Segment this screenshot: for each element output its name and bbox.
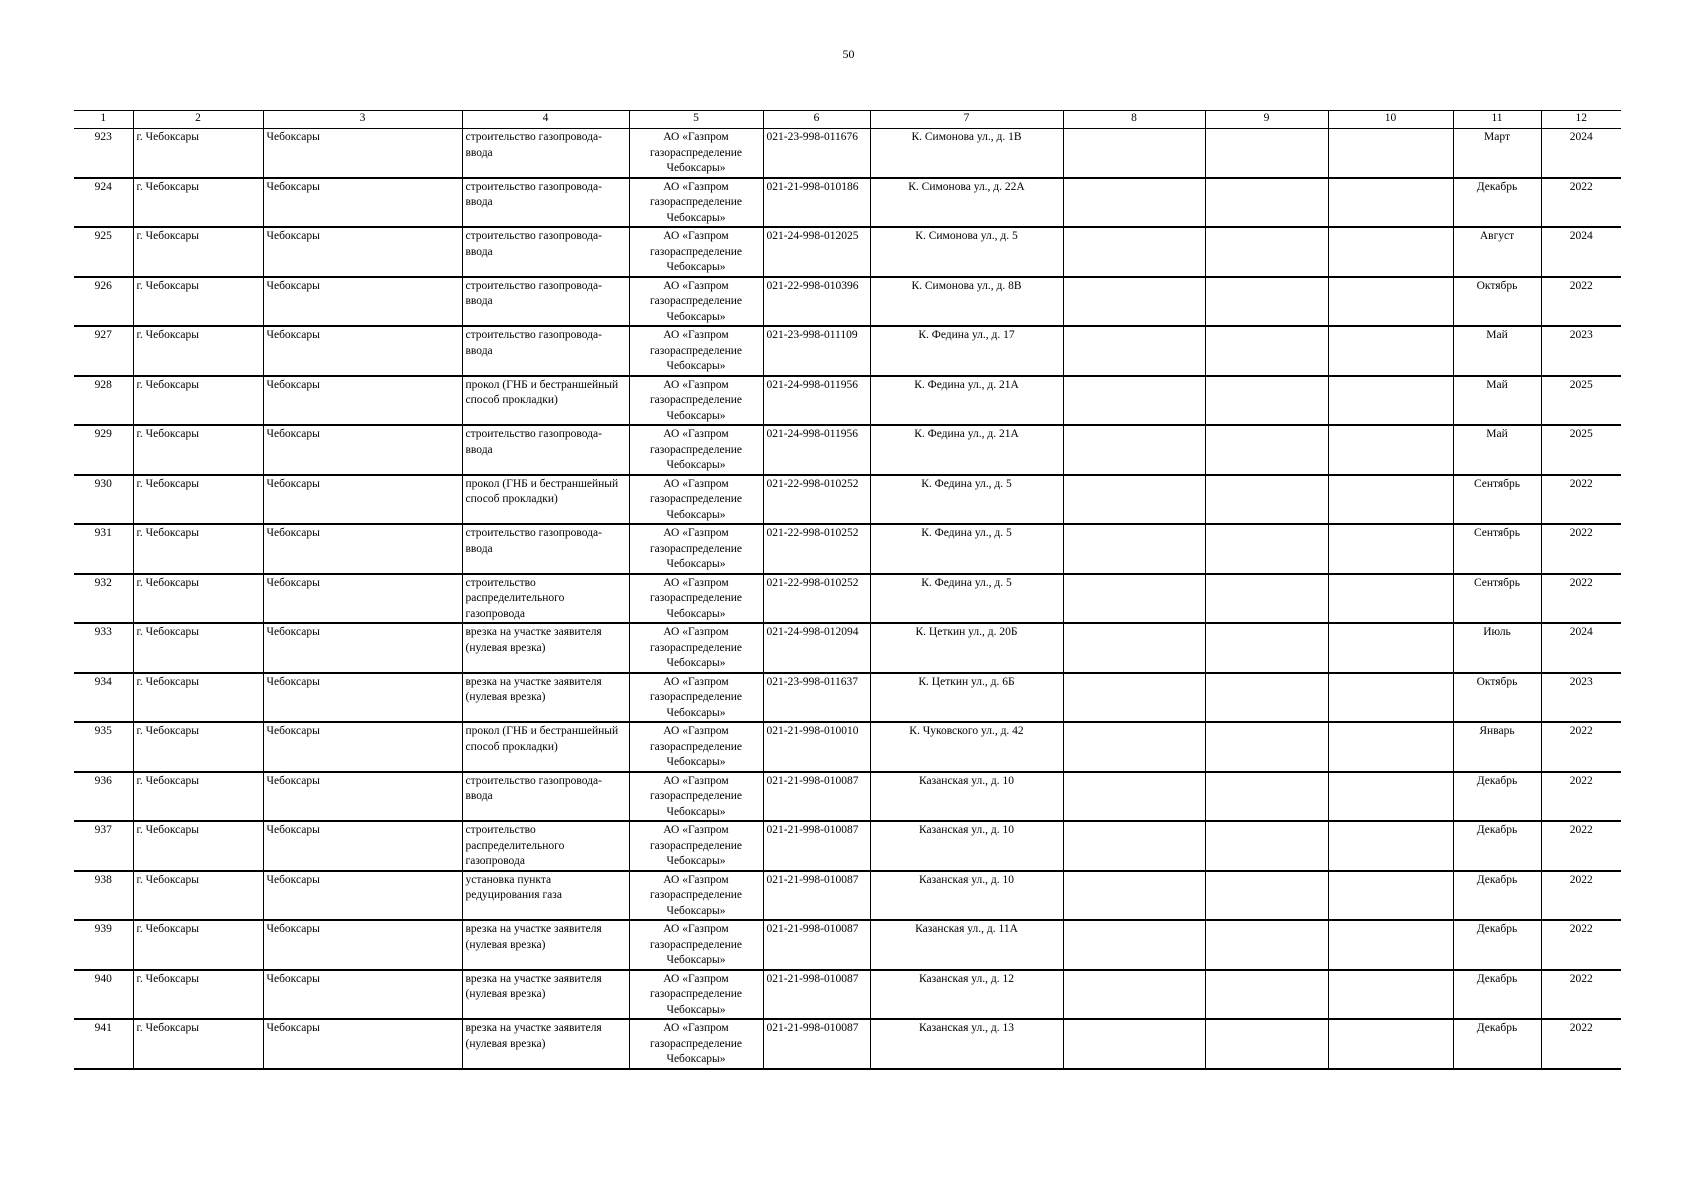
locality-cell: Чебоксары — [263, 574, 462, 624]
address-cell: К. Федина ул., д. 21А — [870, 425, 1063, 475]
locality-cell: Чебоксары — [263, 1019, 462, 1069]
column-8-cell — [1063, 673, 1205, 723]
column-9-cell — [1205, 1019, 1328, 1069]
address-cell: К. Симонова ул., д. 22А — [870, 178, 1063, 228]
region-cell: г. Чебоксары — [133, 772, 263, 822]
address-cell: Казанская ул., д. 13 — [870, 1019, 1063, 1069]
region-cell: г. Чебоксары — [133, 475, 263, 525]
region-cell: г. Чебоксары — [133, 574, 263, 624]
locality-cell: Чебоксары — [263, 425, 462, 475]
column-9-cell — [1205, 376, 1328, 426]
column-8-cell — [1063, 326, 1205, 376]
column-header: 1 — [74, 111, 133, 129]
table-row — [74, 871, 1621, 921]
column-9-cell — [1205, 178, 1328, 228]
month-cell: Сентябрь — [1453, 475, 1541, 525]
region-cell: г. Чебоксары — [133, 129, 263, 178]
address-cell: К. Симонова ул., д. 5 — [870, 227, 1063, 277]
work-type-cell: строительство газопровода-ввода — [462, 178, 629, 228]
row-number: 932 — [74, 574, 133, 624]
region-cell: г. Чебоксары — [133, 376, 263, 426]
request-code-cell: 021-21-998-010087 — [763, 821, 870, 871]
table-row — [74, 772, 1621, 822]
column-8-cell — [1063, 920, 1205, 970]
work-type-cell: прокол (ГНБ и бестраншейный способ прокладки) — [462, 376, 629, 426]
request-code-cell: 021-23-998-011109 — [763, 326, 870, 376]
table-row — [74, 722, 1621, 772]
column-8-cell — [1063, 524, 1205, 574]
month-cell: Май — [1453, 326, 1541, 376]
year-cell: 2022 — [1541, 772, 1621, 822]
address-cell: К. Цеткин ул., д. 6Б — [870, 673, 1063, 723]
column-8-cell — [1063, 129, 1205, 178]
row-number: 939 — [74, 920, 133, 970]
month-cell: Август — [1453, 227, 1541, 277]
work-type-cell: прокол (ГНБ и бестраншейный способ прокладки) — [462, 475, 629, 525]
column-header: 8 — [1063, 111, 1205, 129]
address-cell: Казанская ул., д. 10 — [870, 821, 1063, 871]
locality-cell: Чебоксары — [263, 129, 462, 178]
request-code-cell: 021-21-998-010087 — [763, 871, 870, 921]
address-cell: К. Федина ул., д. 17 — [870, 326, 1063, 376]
column-10-cell — [1328, 1019, 1453, 1069]
year-cell: 2022 — [1541, 475, 1621, 525]
month-cell: Май — [1453, 376, 1541, 426]
locality-cell: Чебоксары — [263, 326, 462, 376]
work-type-cell: строительство газопровода-ввода — [462, 129, 629, 178]
header-row — [74, 111, 1621, 129]
year-cell: 2023 — [1541, 326, 1621, 376]
locality-cell: Чебоксары — [263, 178, 462, 228]
table-row — [74, 1019, 1621, 1069]
row-number: 929 — [74, 425, 133, 475]
column-10-cell — [1328, 129, 1453, 178]
column-header: 4 — [462, 111, 629, 129]
row-number: 940 — [74, 970, 133, 1020]
organization-cell: АО «Газпром газораспределение Чебоксары» — [629, 277, 763, 327]
request-code-cell: 021-23-998-011676 — [763, 129, 870, 178]
table-row — [74, 129, 1621, 178]
column-10-cell — [1328, 623, 1453, 673]
column-9-cell — [1205, 821, 1328, 871]
year-cell: 2024 — [1541, 129, 1621, 178]
month-cell: Октябрь — [1453, 277, 1541, 327]
work-type-cell: строительство газопровода-ввода — [462, 227, 629, 277]
locality-cell: Чебоксары — [263, 871, 462, 921]
row-number: 934 — [74, 673, 133, 723]
column-8-cell — [1063, 772, 1205, 822]
year-cell: 2022 — [1541, 722, 1621, 772]
table-row — [74, 821, 1621, 871]
month-cell: Декабрь — [1453, 821, 1541, 871]
column-10-cell — [1328, 871, 1453, 921]
region-cell: г. Чебоксары — [133, 227, 263, 277]
work-type-cell: строительство газопровода-ввода — [462, 277, 629, 327]
organization-cell: АО «Газпром газораспределение Чебоксары» — [629, 326, 763, 376]
month-cell: Март — [1453, 129, 1541, 178]
request-code-cell: 021-21-998-010087 — [763, 1019, 870, 1069]
organization-cell: АО «Газпром газораспределение Чебоксары» — [629, 524, 763, 574]
column-8-cell — [1063, 574, 1205, 624]
work-type-cell: врезка на участке заявителя (нулевая врезка) — [462, 970, 629, 1020]
column-header: 5 — [629, 111, 763, 129]
column-10-cell — [1328, 574, 1453, 624]
address-cell: К. Симонова ул., д. 1В — [870, 129, 1063, 178]
work-type-cell: строительство распределительного газопровода — [462, 821, 629, 871]
address-cell: К. Федина ул., д. 21А — [870, 376, 1063, 426]
column-10-cell — [1328, 376, 1453, 426]
column-8-cell — [1063, 871, 1205, 921]
locality-cell: Чебоксары — [263, 970, 462, 1020]
month-cell: Декабрь — [1453, 920, 1541, 970]
request-code-cell: 021-24-998-011956 — [763, 376, 870, 426]
request-code-cell: 021-22-998-010396 — [763, 277, 870, 327]
column-8-cell — [1063, 475, 1205, 525]
region-cell: г. Чебоксары — [133, 871, 263, 921]
organization-cell: АО «Газпром газораспределение Чебоксары» — [629, 821, 763, 871]
region-cell: г. Чебоксары — [133, 673, 263, 723]
locality-cell: Чебоксары — [263, 376, 462, 426]
column-header: 6 — [763, 111, 870, 129]
column-8-cell — [1063, 722, 1205, 772]
year-cell: 2022 — [1541, 574, 1621, 624]
column-10-cell — [1328, 326, 1453, 376]
row-number: 941 — [74, 1019, 133, 1069]
table-row — [74, 277, 1621, 327]
table-row — [74, 326, 1621, 376]
table-row — [74, 524, 1621, 574]
locality-cell: Чебоксары — [263, 475, 462, 525]
column-9-cell — [1205, 623, 1328, 673]
region-cell: г. Чебоксары — [133, 178, 263, 228]
locality-cell: Чебоксары — [263, 673, 462, 723]
row-number: 923 — [74, 129, 133, 178]
column-9-cell — [1205, 227, 1328, 277]
request-code-cell: 021-22-998-010252 — [763, 524, 870, 574]
request-code-cell: 021-24-998-012094 — [763, 623, 870, 673]
organization-cell: АО «Газпром газораспределение Чебоксары» — [629, 722, 763, 772]
table-row — [74, 673, 1621, 723]
address-cell: К. Чуковского ул., д. 42 — [870, 722, 1063, 772]
month-cell: Декабрь — [1453, 970, 1541, 1020]
organization-cell: АО «Газпром газораспределение Чебоксары» — [629, 475, 763, 525]
column-8-cell — [1063, 277, 1205, 327]
table-row — [74, 376, 1621, 426]
month-cell: Май — [1453, 425, 1541, 475]
year-cell: 2025 — [1541, 376, 1621, 426]
work-type-cell: врезка на участке заявителя (нулевая врезка) — [462, 1019, 629, 1069]
column-9-cell — [1205, 673, 1328, 723]
work-type-cell: строительство газопровода-ввода — [462, 425, 629, 475]
year-cell: 2025 — [1541, 425, 1621, 475]
column-8-cell — [1063, 821, 1205, 871]
column-header: 12 — [1541, 111, 1621, 129]
organization-cell: АО «Газпром газораспределение Чебоксары» — [629, 376, 763, 426]
year-cell: 2022 — [1541, 277, 1621, 327]
work-type-cell: установка пункта редуцирования газа — [462, 871, 629, 921]
month-cell: Декабрь — [1453, 871, 1541, 921]
address-cell: К. Цеткин ул., д. 20Б — [870, 623, 1063, 673]
column-10-cell — [1328, 673, 1453, 723]
work-type-cell: строительство распределительного газопровода — [462, 574, 629, 624]
column-9-cell — [1205, 475, 1328, 525]
organization-cell: АО «Газпром газораспределение Чебоксары» — [629, 871, 763, 921]
organization-cell: АО «Газпром газораспределение Чебоксары» — [629, 772, 763, 822]
column-10-cell — [1328, 425, 1453, 475]
column-10-cell — [1328, 475, 1453, 525]
column-10-cell — [1328, 821, 1453, 871]
address-cell: Казанская ул., д. 10 — [870, 871, 1063, 921]
column-10-cell — [1328, 277, 1453, 327]
row-number: 931 — [74, 524, 133, 574]
region-cell: г. Чебоксары — [133, 524, 263, 574]
data-table — [74, 110, 1621, 1070]
column-9-cell — [1205, 970, 1328, 1020]
column-10-cell — [1328, 524, 1453, 574]
column-header: 9 — [1205, 111, 1328, 129]
locality-cell: Чебоксары — [263, 277, 462, 327]
column-8-cell — [1063, 623, 1205, 673]
organization-cell: АО «Газпром газораспределение Чебоксары» — [629, 129, 763, 178]
request-code-cell: 021-21-998-010186 — [763, 178, 870, 228]
column-9-cell — [1205, 129, 1328, 178]
locality-cell: Чебоксары — [263, 920, 462, 970]
row-number: 933 — [74, 623, 133, 673]
organization-cell: АО «Газпром газораспределение Чебоксары» — [629, 673, 763, 723]
page-number: 50 — [842, 47, 855, 61]
locality-cell: Чебоксары — [263, 623, 462, 673]
column-header: 10 — [1328, 111, 1453, 129]
row-number: 930 — [74, 475, 133, 525]
year-cell: 2022 — [1541, 1019, 1621, 1069]
year-cell: 2024 — [1541, 623, 1621, 673]
request-code-cell: 021-22-998-010252 — [763, 475, 870, 525]
address-cell: К. Симонова ул., д. 8В — [870, 277, 1063, 327]
year-cell: 2022 — [1541, 821, 1621, 871]
year-cell: 2022 — [1541, 871, 1621, 921]
table-row — [74, 425, 1621, 475]
year-cell: 2024 — [1541, 227, 1621, 277]
locality-cell: Чебоксары — [263, 821, 462, 871]
column-10-cell — [1328, 772, 1453, 822]
table-row — [74, 178, 1621, 228]
address-cell: Казанская ул., д. 10 — [870, 772, 1063, 822]
locality-cell: Чебоксары — [263, 227, 462, 277]
region-cell: г. Чебоксары — [133, 425, 263, 475]
year-cell: 2023 — [1541, 673, 1621, 723]
month-cell: Сентябрь — [1453, 524, 1541, 574]
region-cell: г. Чебоксары — [133, 623, 263, 673]
address-cell: К. Федина ул., д. 5 — [870, 574, 1063, 624]
column-8-cell — [1063, 178, 1205, 228]
table-row — [74, 574, 1621, 624]
column-8-cell — [1063, 970, 1205, 1020]
organization-cell: АО «Газпром газораспределение Чебоксары» — [629, 425, 763, 475]
table-row — [74, 920, 1621, 970]
organization-cell: АО «Газпром газораспределение Чебоксары» — [629, 178, 763, 228]
month-cell: Декабрь — [1453, 772, 1541, 822]
request-code-cell: 021-21-998-010010 — [763, 722, 870, 772]
row-number: 925 — [74, 227, 133, 277]
organization-cell: АО «Газпром газораспределение Чебоксары» — [629, 623, 763, 673]
locality-cell: Чебоксары — [263, 524, 462, 574]
table-row — [74, 623, 1621, 673]
year-cell: 2022 — [1541, 524, 1621, 574]
year-cell: 2022 — [1541, 970, 1621, 1020]
year-cell: 2022 — [1541, 178, 1621, 228]
organization-cell: АО «Газпром газораспределение Чебоксары» — [629, 574, 763, 624]
organization-cell: АО «Газпром газораспределение Чебоксары» — [629, 920, 763, 970]
column-header: 2 — [133, 111, 263, 129]
table-row — [74, 970, 1621, 1020]
column-8-cell — [1063, 425, 1205, 475]
month-cell: Сентябрь — [1453, 574, 1541, 624]
column-10-cell — [1328, 227, 1453, 277]
address-cell: Казанская ул., д. 12 — [870, 970, 1063, 1020]
address-cell: Казанская ул., д. 11А — [870, 920, 1063, 970]
column-9-cell — [1205, 326, 1328, 376]
work-type-cell: прокол (ГНБ и бестраншейный способ прокладки) — [462, 722, 629, 772]
column-9-cell — [1205, 871, 1328, 921]
table-row — [74, 475, 1621, 525]
request-code-cell: 021-21-998-010087 — [763, 920, 870, 970]
region-cell: г. Чебоксары — [133, 722, 263, 772]
row-number: 938 — [74, 871, 133, 921]
address-cell: К. Федина ул., д. 5 — [870, 475, 1063, 525]
request-code-cell: 021-21-998-010087 — [763, 970, 870, 1020]
locality-cell: Чебоксары — [263, 722, 462, 772]
column-10-cell — [1328, 722, 1453, 772]
region-cell: г. Чебоксары — [133, 821, 263, 871]
address-cell: К. Федина ул., д. 5 — [870, 524, 1063, 574]
organization-cell: АО «Газпром газораспределение Чебоксары» — [629, 227, 763, 277]
column-header: 7 — [870, 111, 1063, 129]
work-type-cell: врезка на участке заявителя (нулевая врезка) — [462, 673, 629, 723]
region-cell: г. Чебоксары — [133, 1019, 263, 1069]
column-9-cell — [1205, 920, 1328, 970]
column-10-cell — [1328, 178, 1453, 228]
column-10-cell — [1328, 970, 1453, 1020]
request-code-cell: 021-23-998-011637 — [763, 673, 870, 723]
work-type-cell: строительство газопровода-ввода — [462, 326, 629, 376]
request-code-cell: 021-21-998-010087 — [763, 772, 870, 822]
column-9-cell — [1205, 277, 1328, 327]
work-type-cell: строительство газопровода-ввода — [462, 524, 629, 574]
column-9-cell — [1205, 524, 1328, 574]
year-cell: 2022 — [1541, 920, 1621, 970]
work-type-cell: врезка на участке заявителя (нулевая врезка) — [462, 623, 629, 673]
month-cell: Июль — [1453, 623, 1541, 673]
column-header: 11 — [1453, 111, 1541, 129]
column-8-cell — [1063, 376, 1205, 426]
row-number: 927 — [74, 326, 133, 376]
row-number: 935 — [74, 722, 133, 772]
column-header: 3 — [263, 111, 462, 129]
organization-cell: АО «Газпром газораспределение Чебоксары» — [629, 970, 763, 1020]
month-cell: Январь — [1453, 722, 1541, 772]
request-code-cell: 021-24-998-012025 — [763, 227, 870, 277]
column-9-cell — [1205, 722, 1328, 772]
row-number: 924 — [74, 178, 133, 228]
month-cell: Декабрь — [1453, 1019, 1541, 1069]
column-9-cell — [1205, 574, 1328, 624]
column-9-cell — [1205, 425, 1328, 475]
row-number: 928 — [74, 376, 133, 426]
work-type-cell: врезка на участке заявителя (нулевая врезка) — [462, 920, 629, 970]
column-10-cell — [1328, 920, 1453, 970]
column-8-cell — [1063, 227, 1205, 277]
column-8-cell — [1063, 1019, 1205, 1069]
region-cell: г. Чебоксары — [133, 920, 263, 970]
month-cell: Октябрь — [1453, 673, 1541, 723]
row-number: 926 — [74, 277, 133, 327]
row-number: 937 — [74, 821, 133, 871]
table-row — [74, 227, 1621, 277]
request-code-cell: 021-22-998-010252 — [763, 574, 870, 624]
row-number: 936 — [74, 772, 133, 822]
region-cell: г. Чебоксары — [133, 277, 263, 327]
request-code-cell: 021-24-998-011956 — [763, 425, 870, 475]
organization-cell: АО «Газпром газораспределение Чебоксары» — [629, 1019, 763, 1069]
month-cell: Декабрь — [1453, 178, 1541, 228]
work-type-cell: строительство газопровода-ввода — [462, 772, 629, 822]
region-cell: г. Чебоксары — [133, 326, 263, 376]
column-9-cell — [1205, 772, 1328, 822]
table-body — [74, 129, 1621, 1069]
region-cell: г. Чебоксары — [133, 970, 263, 1020]
locality-cell: Чебоксары — [263, 772, 462, 822]
